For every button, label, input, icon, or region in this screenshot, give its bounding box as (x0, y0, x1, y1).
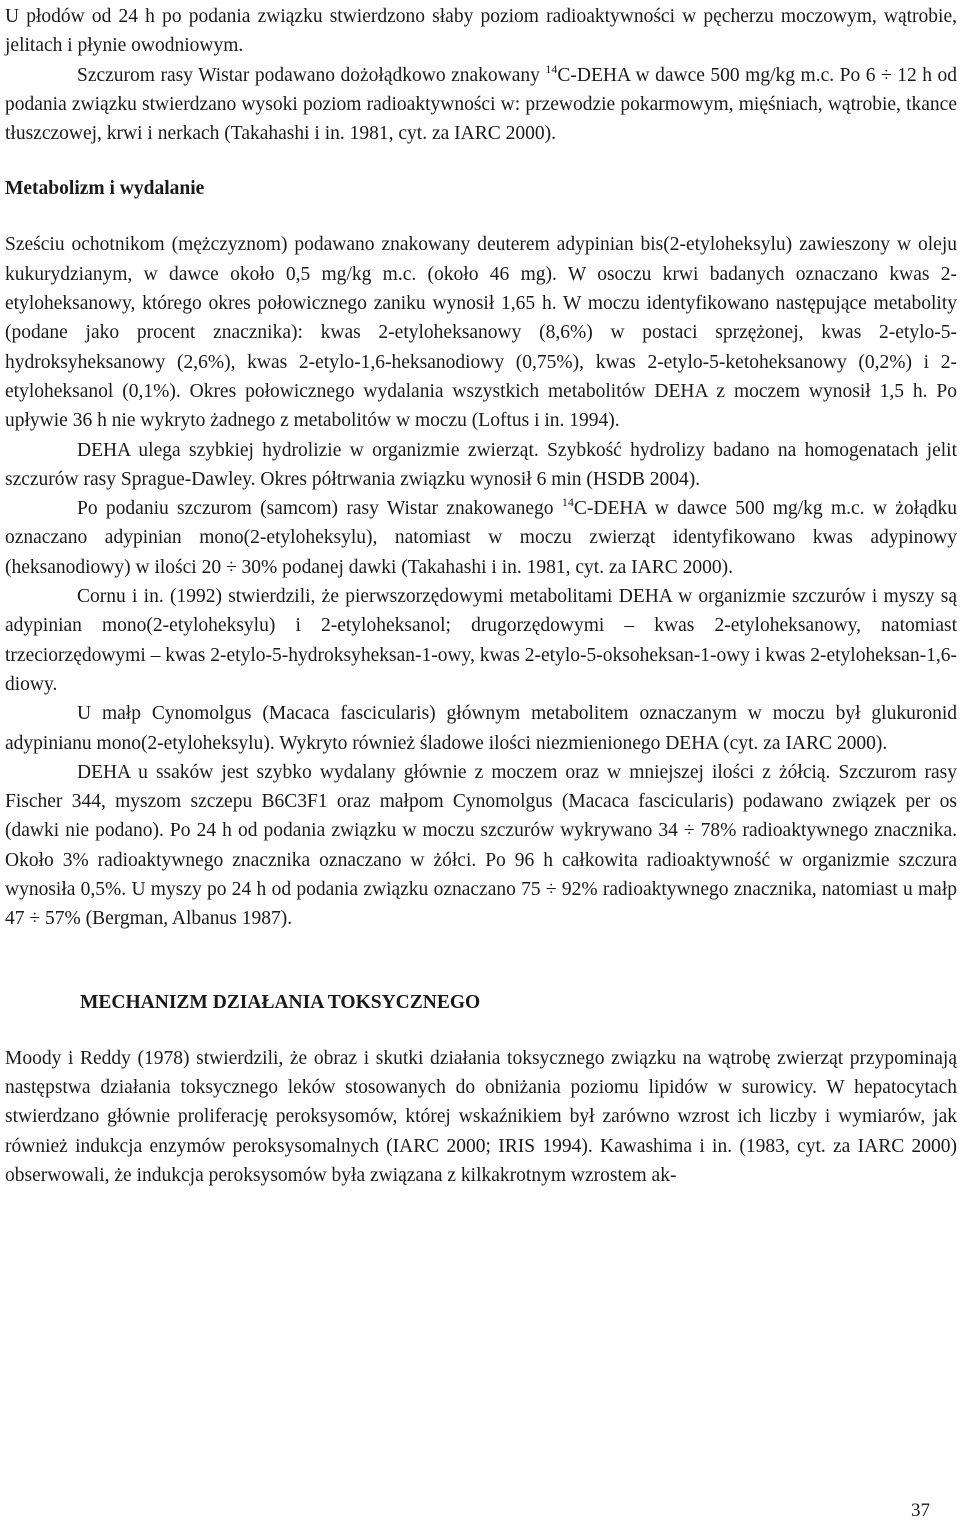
section-heading-metabolism: Metabolizm i wydalanie (5, 178, 205, 200)
mechanism-paragraph-1: Moody i Reddy (1978) stwierdzili, że obraz i skutki działania toksycznego związku na wątrobę zwierząt przypominają następstwa działania toksycznego leków stosowanych do obniżania poziomu lipidów w surowicy. W hepatocytach stwierdzano głównie proliferację peroksysomów, której wskaźnikiem był zarówno wzrost ich liczby i wymiarów, jak również indukcja enzymów peroksysomalnych (IARC 2000; IRIS 1994). Kawashima i in. (1983, cyt. za IARC 2000) obserwowali, że indukcja peroksysomów była związana z kilkakrotnym wzrostem ak- (5, 1047, 957, 1186)
intro-paragraph-2-text-b: C-DEHA w dawce 500 mg/kg m.c. Po 6 ÷ 12 h od podania związku stwierdzano wysoki poziom radioaktywności w: przewodzie pokarmowym, mięśniach, wątrobie, tkance tłuszczowej, krwi i nerkach (Takahashi i in. 1981, cyt. za IARC 2000). (5, 64, 957, 145)
metabolism-paragraph-6: DEHA u ssaków jest szybko wydalany głównie z moczem oraz w mniejszej ilości z żółcią. Szczurom rasy Fischer 344, myszom szczepu B6C3F1 oraz małpom Cynomolgus (Macaca fascicularis) podawano związek per os (dawki nie podano). Po 24 h od podania związku w moczu szczurów wykrywano 34 ÷ 78% radioaktywnego znacznika. Około 3% radioaktywnego znacznika oznaczano w żółci. Po 96 h całkowita radioaktywność w organizmie szczura wynosiła 0,5%. U myszy po 24 h od podania związku oznaczano 75 ÷ 92% radioaktywnego znacznika, natomiast u małp 47 ÷ 57% (Bergman, Albanus 1987). (5, 761, 957, 930)
metabolism-paragraph-4: Cornu i in. (1992) stwierdzili, że pierwszorzędowymi metabolitami DEHA w organizmie szczurów i myszy są adypinian mono(2-etyloheksylu) i 2-etyloheksanol; drugorzędowymi – kwas 2-etyloheksanowy, natomiast trzeciorzędowymi – kwas 2-etylo-5-hydroksyheksan-1-owy, kwas 2-etylo-5-oksoheksan-1-owy i kwas 2-etyloheksan-1,6-diowy. (5, 586, 957, 695)
metabolism-paragraph-2: DEHA ulega szybkiej hydrolizie w organizmie zwierząt. Szybkość hydrolizy badano na homogenatach jelit szczurów rasy Sprague-Dawley. Okres półtrwania związku wynosił 6 min (HSDB 2004). (5, 439, 957, 490)
metabolism-paragraph-3 (5, 494, 957, 582)
isotope-superscript: 14 (561, 495, 574, 510)
intro-paragraph-1: U płodów od 24 h po podania związku stwierdzono słaby poziom radioaktywności w pęcherzu moczowym, wątrobie, jelitach i płynie owodniowym. (5, 6, 957, 57)
intro-paragraph-2 (5, 61, 957, 149)
document-page (5, 2, 957, 1190)
metabolism-paragraph-5: U małp Cynomolgus (Macaca fascicularis) głównym metabolitem oznaczanym w moczu był glukuronid adypinianu mono(2-etyloheksylu). Wykryto również śladowe ilości niezmienionego DEHA (cyt. za IARC 2000). (5, 703, 957, 754)
metabolism-paragraph-3-text-a: Po podaniu szczurom (samcom) rasy Wistar znakowanego (77, 498, 562, 520)
section-heading-mechanism: MECHANIZM DZIAŁANIA TOKSYCZNEGO (80, 991, 481, 1013)
metabolism-paragraph-1: Sześciu ochotnikom (mężczyznom) podawano znakowany deuterem adypinian bis(2-etyloheksylu) zawieszony w oleju kukurydzianym, w dawce około 0,5 mg/kg m.c. (około 46 mg). W osoczu krwi badanych oznaczano kwas 2-etyloheksanowy, którego okres połowicznego zaniku wynosił 1,65 h. W moczu identyfikowano następujące metabolity (podane jako procent znacznika): kwas 2-etyloheksanowy (8,6%) w postaci sprzężonej, kwas 2-etylo-5-hydroksyheksanowy (2,6%), kwas 2-etylo-1,6-heksanodiowy (0,75%), kwas 2-etylo-5-ketoheksanowy (0,2%) i 2-etyloheksanol (0,1%). Okres połowicznego wydalania wszystkich metabolitów DEHA z moczem wynosił 1,5 h. Po upływie 36 h nie wykryto żadnego z metabolitów w moczu (Loftus i in. 1994). (5, 234, 957, 432)
intro-paragraph-2-text-a: Szczurom rasy Wistar podawano dożołądkowo znakowany (77, 64, 546, 86)
metabolism-paragraph-3-text-b: C-DEHA w dawce 500 mg/kg m.c. w żołądku oznaczano adypinian mono(2-etyloheksylu), natomiast w moczu zwierząt identyfikowano kwas adypinowy (heksanodiowy) w ilości 20 ÷ 30% podanej dawki (Takahashi i in. 1981, cyt. za IARC 2000). (5, 498, 958, 578)
page-number: 37 (911, 1500, 930, 1521)
isotope-superscript: 14 (545, 61, 558, 76)
